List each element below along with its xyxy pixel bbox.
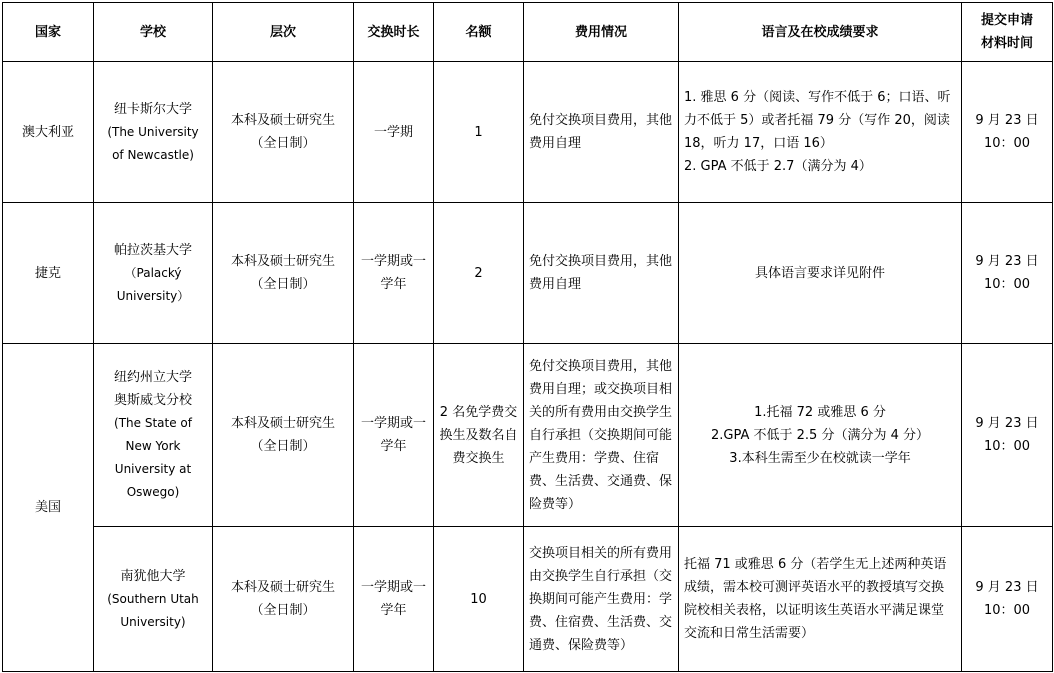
requirement-item: 2. GPA 不低于 2.7（满分为 4） bbox=[684, 159, 872, 174]
school-name-en: University） bbox=[116, 288, 190, 303]
level-text: （全日制） bbox=[250, 603, 316, 618]
deadline-cell bbox=[962, 62, 1053, 203]
requirement-item: 1.托福 72 或雅思 6 分 bbox=[754, 404, 886, 420]
level-text: 本科及硕士研究生 bbox=[230, 113, 335, 128]
exchange-program-table bbox=[2, 2, 1053, 672]
quota-cell: 10 bbox=[434, 527, 524, 672]
school-name-cn: 南犹他大学 bbox=[120, 568, 186, 584]
deadline-time: 10：00 bbox=[983, 603, 1031, 618]
requirement-item: 3.本科生需至少在校就读一学年 bbox=[729, 450, 911, 466]
requirements-cell: 托福 71 或雅思 6 分（若学生无上述两种英语成绩，需本校可测评英语水平的教授填写交换院校相关表格，以证明该生英语水平满足课堂交流和日常生活需要） bbox=[679, 527, 962, 672]
level-text: （全日制） bbox=[250, 277, 316, 292]
fees-cell: 免付交换项目费用，其他费用自理 bbox=[524, 62, 679, 203]
country-cell: 捷克 bbox=[3, 203, 94, 344]
requirements-cell bbox=[679, 344, 962, 527]
school-cell bbox=[94, 527, 213, 672]
school-name-cn: 纽约州立大学 bbox=[113, 370, 192, 385]
school-cell bbox=[94, 62, 213, 203]
school-name-en: (The State of bbox=[114, 416, 192, 430]
table-row bbox=[3, 62, 1053, 203]
level-cell bbox=[213, 62, 354, 203]
table-row bbox=[3, 527, 1053, 672]
duration-cell: 一学期或一学年 bbox=[354, 344, 434, 527]
requirements-cell bbox=[679, 62, 962, 203]
header-deadline bbox=[962, 3, 1053, 62]
deadline-time: 10：00 bbox=[983, 277, 1031, 292]
school-name-cn: 帕拉茨基大学 bbox=[113, 242, 192, 258]
header-country: 国家 bbox=[3, 3, 94, 62]
quota-cell: 1 bbox=[434, 62, 524, 203]
level-text: 本科及硕士研究生 bbox=[230, 580, 335, 595]
level-cell bbox=[213, 203, 354, 344]
school-name-en: of Newcastle) bbox=[112, 147, 194, 162]
country-cell: 澳大利亚 bbox=[3, 62, 94, 203]
header-deadline-line1: 提交申请 bbox=[980, 13, 1033, 28]
table-row bbox=[3, 344, 1053, 527]
country-cell: 美国 bbox=[3, 344, 94, 672]
quota-cell: 2 bbox=[434, 203, 524, 344]
school-name-cn: 纽卡斯尔大学 bbox=[113, 101, 192, 117]
deadline-cell bbox=[962, 527, 1053, 672]
header-requirements: 语言及在校成绩要求 bbox=[679, 3, 962, 62]
school-name-en: (The University bbox=[107, 124, 199, 139]
fees-cell: 免付交换项目费用，其他费用自理 bbox=[524, 203, 679, 344]
school-name-en: New York bbox=[125, 439, 181, 453]
deadline-date: 9 月 23 日 bbox=[975, 113, 1039, 128]
requirement-item: 1. 雅思 6 分（阅读、写作不低于 6；口语、听力不低于 5）或者托福 79 分（写作 20，阅读 18，听力 17，口语 16） bbox=[684, 90, 951, 151]
deadline-date: 9 月 23 日 bbox=[975, 416, 1039, 431]
header-fees: 费用情况 bbox=[524, 3, 679, 62]
deadline-time: 10：00 bbox=[983, 136, 1031, 151]
duration-cell: 一学期 bbox=[354, 62, 434, 203]
level-text: 本科及硕士研究生 bbox=[230, 254, 335, 269]
school-name-cn: 奥斯威戈分校 bbox=[113, 393, 192, 408]
header-deadline-line2: 材料时间 bbox=[980, 36, 1033, 51]
school-name-en: University at bbox=[114, 462, 192, 476]
requirement-item: 2.GPA 不低于 2.5 分（满分为 4 分） bbox=[711, 427, 929, 443]
header-row bbox=[3, 3, 1053, 62]
duration-cell: 一学期或一学年 bbox=[354, 527, 434, 672]
school-name-en: University) bbox=[120, 614, 186, 629]
school-name-en: (Southern Utah bbox=[107, 591, 199, 606]
deadline-cell bbox=[962, 344, 1053, 527]
quota-cell: 2 名免学费交换生及数名自费交换生 bbox=[434, 344, 524, 527]
deadline-date: 9 月 23 日 bbox=[975, 580, 1039, 595]
header-school: 学校 bbox=[94, 3, 213, 62]
school-name-en: （Palacký bbox=[124, 265, 182, 280]
level-cell bbox=[213, 527, 354, 672]
header-level: 层次 bbox=[213, 3, 354, 62]
deadline-cell bbox=[962, 203, 1053, 344]
duration-cell: 一学期或一学年 bbox=[354, 203, 434, 344]
school-name-en: Oswego) bbox=[126, 485, 180, 499]
deadline-time: 10：00 bbox=[983, 439, 1031, 454]
level-text: （全日制） bbox=[250, 439, 316, 454]
school-cell bbox=[94, 203, 213, 344]
level-text: 本科及硕士研究生 bbox=[230, 416, 335, 431]
school-cell bbox=[94, 344, 213, 527]
level-text: （全日制） bbox=[250, 136, 316, 151]
fees-cell: 交换项目相关的所有费用由交换学生自行承担（交换期间可能产生费用：学费、住宿费、生活费、交通费、保险费等） bbox=[524, 527, 679, 672]
deadline-date: 9 月 23 日 bbox=[975, 254, 1039, 269]
table-row bbox=[3, 203, 1053, 344]
requirements-cell: 具体语言要求详见附件 bbox=[679, 203, 962, 344]
fees-cell: 免付交换项目费用，其他费用自理；或交换项目相关的所有费用由交换学生自行承担（交换期间可能产生费用：学费、住宿费、生活费、交通费、保险费等） bbox=[524, 344, 679, 527]
level-cell bbox=[213, 344, 354, 527]
header-duration: 交换时长 bbox=[354, 3, 434, 62]
header-quota: 名额 bbox=[434, 3, 524, 62]
